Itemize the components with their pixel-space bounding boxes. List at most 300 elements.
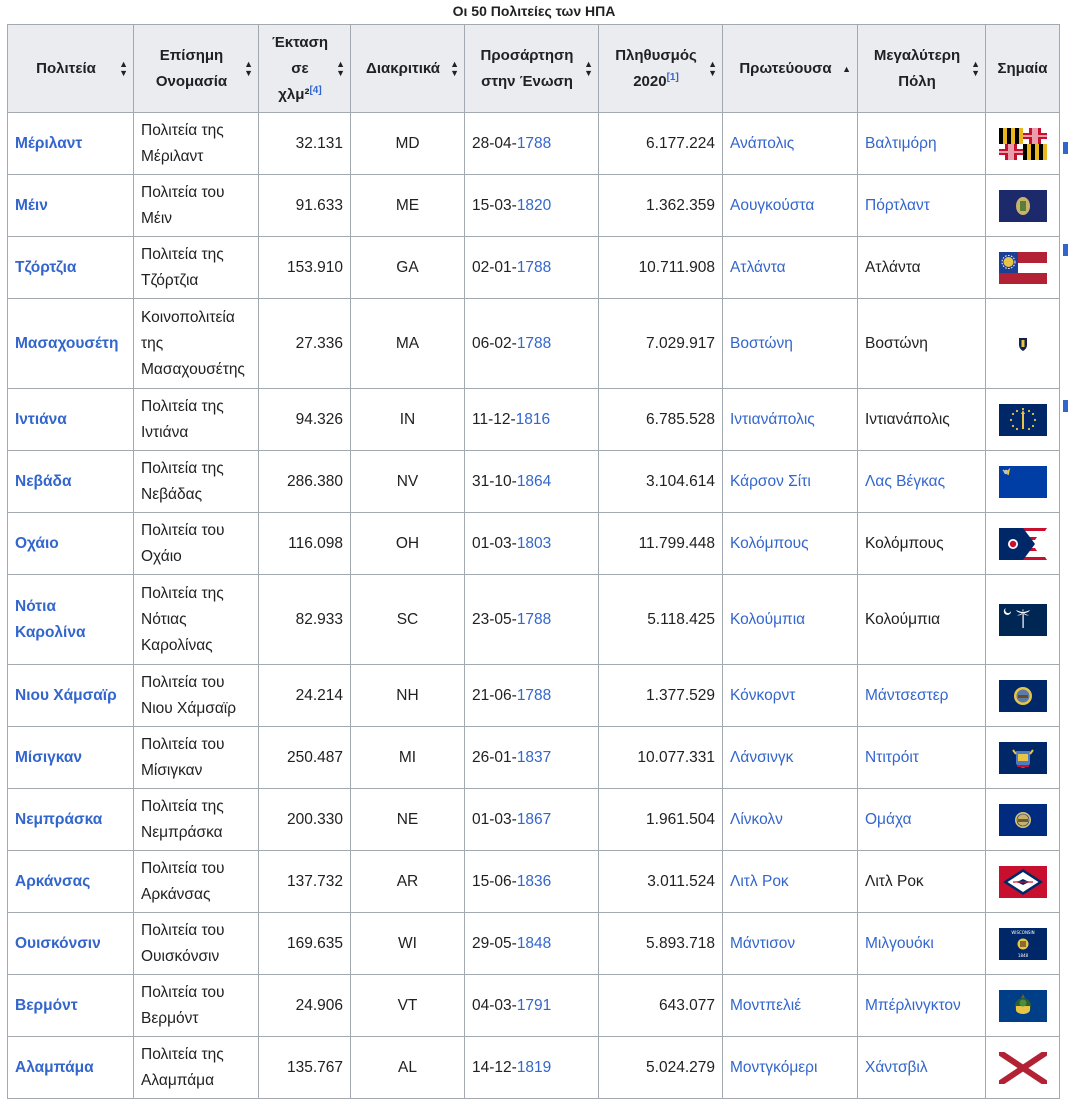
south-carolina-flag-icon[interactable] (999, 604, 1047, 636)
state-link[interactable] (15, 535, 59, 552)
population-cell: 10.077.331 (599, 727, 723, 789)
admission-date: 29-05- (472, 934, 517, 952)
state-cell (8, 851, 134, 913)
table-row (8, 113, 1060, 175)
capital-cell (723, 175, 858, 237)
sort-icon[interactable]: ▲ ▼ (708, 58, 717, 78)
maine-flag-icon[interactable] (999, 190, 1047, 222)
official-name-cell (134, 175, 259, 237)
flag-cell (986, 513, 1060, 575)
reference-link[interactable]: [1] (666, 71, 679, 83)
official-name-cell (134, 851, 259, 913)
area-cell: 24.214 (259, 665, 351, 727)
sort-icon[interactable]: ▲ ▼ (971, 58, 980, 78)
area-cell: 200.330 (259, 789, 351, 851)
flag-cell (986, 727, 1060, 789)
column-header-abbreviation[interactable] (351, 25, 465, 113)
table-row (8, 789, 1060, 851)
wisconsin-flag-icon[interactable] (999, 928, 1047, 960)
capital-link[interactable]: Ατλάντα (730, 258, 786, 276)
official-name-text: Ιντιάνα (141, 423, 189, 441)
capital-link[interactable]: Κάρσον Σίτι (730, 472, 811, 490)
table-row (8, 451, 1060, 513)
header-label: Διακριτικά (366, 59, 440, 77)
column-header-population[interactable] (599, 25, 723, 113)
nebraska-flag-icon[interactable] (999, 804, 1047, 836)
state-cell (8, 175, 134, 237)
flag-cell (986, 789, 1060, 851)
nevada-flag-icon[interactable] (999, 466, 1047, 498)
abbreviation-cell: NV (351, 451, 465, 513)
flag-cell (986, 389, 1060, 451)
admission-date: 01-03- (472, 810, 517, 828)
admission-date: 04-03- (472, 996, 517, 1014)
reference-link[interactable]: [4] (309, 84, 322, 96)
admission-year-link[interactable]: 1803 (516, 534, 552, 552)
official-name-text: Μέριλαντ (141, 147, 204, 165)
population-cell: 6.177.224 (599, 113, 723, 175)
flag-cell (986, 175, 1060, 237)
official-name-cell (134, 237, 259, 299)
official-name-text: Πολιτεία της (141, 797, 224, 815)
admission-cell (465, 851, 599, 913)
largest-city-cell (858, 851, 986, 913)
admission-date: 14-12- (472, 1058, 517, 1076)
official-name-text: Αλαμπάμα (141, 1071, 215, 1089)
state-cell (8, 513, 134, 575)
official-name-cell (134, 789, 259, 851)
largest-city-cell (858, 913, 986, 975)
admission-year-link[interactable]: 1837 (516, 748, 552, 766)
capital-cell (723, 727, 858, 789)
header-row (8, 25, 1060, 113)
flag-cell (986, 851, 1060, 913)
header-label: στην Ένωση (481, 72, 573, 90)
state-cell (8, 575, 134, 665)
flag-cell (986, 113, 1060, 175)
largest-city-cell (858, 975, 986, 1037)
abbreviation-cell: MD (351, 113, 465, 175)
state-name-text: Οχάιο (15, 534, 59, 552)
population-cell: 3.011.524 (599, 851, 723, 913)
header-label: Σημαία (997, 59, 1048, 77)
abbreviation-cell: AL (351, 1037, 465, 1099)
official-name-cell (134, 575, 259, 665)
state-cell (8, 237, 134, 299)
population-cell: 1.377.529 (599, 665, 723, 727)
state-link[interactable] (15, 473, 71, 490)
area-cell: 27.336 (259, 299, 351, 389)
state-name-text: Μίσιγκαν (15, 748, 83, 766)
official-name-text: Πολιτεία του (141, 521, 225, 539)
area-cell: 135.767 (259, 1037, 351, 1099)
header-label: σε (291, 59, 309, 77)
largest-city-cell (858, 389, 986, 451)
table-caption: Οι 50 Πολιτείες των ΗΠΑ (452, 3, 616, 19)
official-name-text: Πολιτεία της (141, 459, 224, 477)
michigan-flag-icon[interactable] (999, 742, 1047, 774)
official-name-text: Μίσιγκαν (141, 761, 203, 779)
area-cell: 169.635 (259, 913, 351, 975)
admission-date: 31-10- (472, 472, 517, 490)
area-cell: 153.910 (259, 237, 351, 299)
abbreviation-cell: OH (351, 513, 465, 575)
capital-link[interactable]: Μάντισον (730, 934, 796, 952)
largest-city-text: Λιτλ Ροκ (865, 872, 924, 890)
sort-ascending-icon[interactable]: ▲ (842, 63, 851, 74)
table-row (8, 975, 1060, 1037)
state-link[interactable] (15, 598, 86, 641)
column-header-area[interactable] (259, 25, 351, 113)
header-label: Πρωτεύουσα (739, 59, 832, 77)
capital-link[interactable]: Κόνκορντ (730, 686, 796, 704)
capital-cell (723, 789, 858, 851)
table-row (8, 913, 1060, 975)
capital-link[interactable]: Λάνσινγκ (730, 748, 794, 766)
largest-city-text: Βοστώνη (865, 334, 928, 352)
flag-cell (986, 1037, 1060, 1099)
area-cell: 91.633 (259, 175, 351, 237)
header-label: χλμ² (278, 85, 310, 103)
official-name-text: Πολιτεία του (141, 183, 225, 201)
abbreviation-cell: ME (351, 175, 465, 237)
admission-cell (465, 1037, 599, 1099)
column-header-largest-city[interactable] (858, 25, 986, 113)
column-header-state[interactable] (8, 25, 134, 113)
flag-text: WISCONSIN (1010, 929, 1035, 935)
admission-year-link[interactable]: 1816 (515, 410, 551, 428)
largest-city-link[interactable]: Ομάχα (865, 810, 912, 828)
table-body (8, 113, 1060, 1099)
state-link[interactable] (15, 197, 48, 214)
georgia-flag-icon[interactable] (999, 252, 1047, 284)
admission-cell (465, 113, 599, 175)
header-label: Πληθυσμός (615, 46, 697, 64)
admission-cell (465, 389, 599, 451)
state-link[interactable] (15, 687, 117, 704)
official-name-cell (134, 513, 259, 575)
admission-date: 26-01- (472, 748, 517, 766)
admission-cell (465, 513, 599, 575)
area-cell: 137.732 (259, 851, 351, 913)
vermont-flag-icon[interactable] (999, 990, 1047, 1022)
states-table (7, 24, 1060, 1099)
largest-city-text: Κολόμπους (865, 534, 944, 552)
admission-year-link[interactable]: 1819 (516, 1058, 552, 1076)
admission-date: 15-06- (472, 872, 517, 890)
abbreviation-cell: AR (351, 851, 465, 913)
population-cell: 5.893.718 (599, 913, 723, 975)
admission-year-link[interactable]: 1848 (516, 934, 552, 952)
abbreviation-cell: VT (351, 975, 465, 1037)
official-name-text: Πολιτεία του (141, 735, 225, 753)
abbreviation-cell: SC (351, 575, 465, 665)
table-row (8, 389, 1060, 451)
capital-link[interactable]: Κολόμπους (730, 534, 809, 552)
largest-city-cell (858, 299, 986, 389)
state-link[interactable] (15, 259, 76, 276)
admission-date: 23-05- (472, 610, 517, 628)
official-name-text: Νεβάδας (141, 485, 203, 503)
official-name-text: Μασαχουσέτης (141, 360, 245, 378)
official-name-text: Βερμόντ (141, 1009, 199, 1027)
admission-cell (465, 727, 599, 789)
official-name-text: Πολιτεία της (141, 584, 224, 602)
sort-icon[interactable]: ▲ ▼ (336, 58, 345, 78)
capital-cell (723, 975, 858, 1037)
admission-year-link[interactable]: 1788 (516, 686, 552, 704)
sort-icon[interactable]: ▲ ▼ (244, 58, 253, 78)
largest-city-cell (858, 789, 986, 851)
column-header-admission[interactable] (465, 25, 599, 113)
largest-city-link[interactable]: Μάντσεστερ (865, 686, 949, 704)
admission-cell (465, 575, 599, 665)
flag-text: 1848 (1017, 952, 1028, 958)
official-name-text: Πολιτεία του (141, 859, 225, 877)
admission-cell (465, 913, 599, 975)
header-label: Ονομασία (155, 72, 228, 90)
largest-city-link[interactable]: Πόρτλαντ (865, 196, 930, 214)
capital-cell (723, 451, 858, 513)
abbreviation-cell: MI (351, 727, 465, 789)
abbreviation-cell: MA (351, 299, 465, 389)
admission-year-link[interactable]: 1820 (516, 196, 552, 214)
table-row (8, 575, 1060, 665)
abbreviation-cell: GA (351, 237, 465, 299)
state-link[interactable] (15, 749, 82, 766)
sort-icon[interactable]: ▲ ▼ (584, 58, 593, 78)
admission-cell (465, 237, 599, 299)
admission-date: 15-03- (472, 196, 517, 214)
largest-city-cell (858, 175, 986, 237)
largest-city-link[interactable]: Μπέρλινγκτον (865, 996, 961, 1014)
clipped-side-content (1063, 22, 1068, 442)
sort-icon[interactable]: ▲ ▼ (450, 58, 459, 78)
sort-icon[interactable]: ▲ ▼ (119, 58, 128, 78)
header-label: Μεγαλύτερη (873, 46, 961, 64)
abbreviation-cell: IN (351, 389, 465, 451)
area-cell: 94.326 (259, 389, 351, 451)
capital-cell (723, 299, 858, 389)
state-link[interactable] (15, 935, 101, 952)
arkansas-flag-icon[interactable] (999, 866, 1047, 898)
admission-cell (465, 665, 599, 727)
area-cell: 82.933 (259, 575, 351, 665)
largest-city-cell (858, 727, 986, 789)
admission-year-link[interactable]: 1788 (516, 334, 552, 352)
capital-link[interactable]: Κολούμπια (730, 610, 806, 628)
header-label: Έκταση (271, 33, 329, 51)
official-name-text: Πολιτεία της (141, 245, 224, 263)
largest-city-link[interactable]: Χάντσβιλ (865, 1058, 928, 1076)
official-name-text: Αρκάνσας (141, 885, 211, 903)
flag-cell (986, 575, 1060, 665)
maryland-flag-icon[interactable] (999, 128, 1047, 160)
largest-city-cell (858, 575, 986, 665)
state-name-text: Νιου Χάμσαϊρ (15, 686, 117, 704)
population-cell: 5.118.425 (599, 575, 723, 665)
official-name-text: Νιου Χάμσαϊρ (141, 699, 237, 717)
column-header-official-name[interactable] (134, 25, 259, 113)
capital-link[interactable]: Λιτλ Ροκ (730, 872, 789, 890)
largest-city-link[interactable]: Ντιτρόιτ (865, 748, 919, 766)
official-name-cell (134, 299, 259, 389)
largest-city-link[interactable]: Μιλγουόκι (865, 934, 934, 952)
alabama-flag-icon[interactable] (999, 1052, 1047, 1084)
capital-link[interactable]: Λίνκολν (730, 810, 783, 828)
population-cell: 1.961.504 (599, 789, 723, 851)
table-row (8, 1037, 1060, 1099)
state-cell (8, 451, 134, 513)
header-label: Πόλη (898, 72, 936, 90)
largest-city-text: Κολούμπια (865, 610, 941, 628)
capital-cell (723, 237, 858, 299)
table-row (8, 665, 1060, 727)
official-name-text: Πολιτεία του (141, 921, 225, 939)
state-name-text: Νότια (15, 597, 56, 615)
official-name-text: Πολιτεία του (141, 673, 225, 691)
new-hampshire-flag-icon[interactable] (999, 680, 1047, 712)
table-row (8, 851, 1060, 913)
massachusetts-flag-icon[interactable] (999, 328, 1047, 360)
table-row (8, 237, 1060, 299)
state-link[interactable] (15, 1059, 94, 1076)
admission-date: 28-04- (472, 134, 517, 152)
population-cell: 3.104.614 (599, 451, 723, 513)
population-cell: 6.785.528 (599, 389, 723, 451)
capital-link[interactable]: Βοστώνη (730, 334, 793, 352)
flag-cell (986, 237, 1060, 299)
capital-cell (723, 575, 858, 665)
official-name-cell (134, 727, 259, 789)
largest-city-cell (858, 513, 986, 575)
ohio-flag-icon[interactable] (999, 528, 1047, 560)
state-name-text: Νεβάδα (15, 472, 72, 490)
table-row (8, 513, 1060, 575)
state-name-text: Μέριλαντ (15, 134, 83, 152)
capital-link[interactable]: Ανάπολις (730, 134, 795, 152)
official-name-cell (134, 451, 259, 513)
flag-cell (986, 913, 1060, 975)
official-name-text: Τζόρτζια (141, 271, 199, 289)
population-cell: 7.029.917 (599, 299, 723, 389)
admission-cell (465, 975, 599, 1037)
area-cell: 24.906 (259, 975, 351, 1037)
flag-cell (986, 665, 1060, 727)
largest-city-link[interactable]: Λας Βέγκας (865, 472, 946, 490)
state-name-text: Αρκάνσας (15, 872, 91, 890)
admission-year-link[interactable]: 1788 (516, 610, 552, 628)
admission-year-link[interactable]: 1836 (516, 872, 552, 890)
header-label: Πολιτεία (36, 59, 96, 77)
column-header-capital[interactable] (723, 25, 858, 113)
largest-city-cell (858, 237, 986, 299)
admission-year-link[interactable]: 1864 (516, 472, 552, 490)
capital-cell (723, 113, 858, 175)
largest-city-cell (858, 113, 986, 175)
admission-year-link[interactable]: 1867 (516, 810, 552, 828)
state-name-text: Αλαμπάμα (15, 1058, 94, 1076)
admission-year-link[interactable]: 1788 (516, 258, 552, 276)
area-cell: 286.380 (259, 451, 351, 513)
state-link[interactable] (15, 135, 82, 152)
column-header-flag (986, 25, 1060, 113)
header-label: Επίσημη (159, 46, 224, 64)
admission-date: 02-01- (472, 258, 517, 276)
admission-cell (465, 299, 599, 389)
largest-city-link[interactable]: Βαλτιμόρη (865, 134, 937, 152)
state-name-text: Ιντιάνα (15, 410, 67, 428)
official-name-text: Κοινοπολιτεία (141, 308, 235, 326)
admission-date: 11-12- (472, 410, 516, 428)
official-name-text: Νότιας (141, 610, 187, 628)
capital-cell (723, 913, 858, 975)
state-link[interactable] (15, 411, 67, 428)
capital-link[interactable]: Μοντγκόμερι (730, 1058, 818, 1076)
area-cell: 250.487 (259, 727, 351, 789)
admission-cell (465, 451, 599, 513)
header-label: Προσάρτηση (480, 46, 574, 64)
official-name-text: Πολιτεία της (141, 397, 224, 415)
area-cell: 32.131 (259, 113, 351, 175)
capital-cell (723, 665, 858, 727)
state-link[interactable] (15, 873, 90, 890)
capital-cell (723, 513, 858, 575)
flag-cell (986, 975, 1060, 1037)
state-cell (8, 113, 134, 175)
abbreviation-cell: NH (351, 665, 465, 727)
header-label: 2020 (633, 72, 667, 90)
official-name-text: Μέιν (141, 209, 173, 227)
state-link[interactable] (15, 335, 118, 352)
admission-date: 01-03- (472, 534, 517, 552)
official-name-text: Νεμπράσκα (141, 823, 223, 841)
largest-city-cell (858, 451, 986, 513)
largest-city-text: Ιντιανάπολις (865, 410, 950, 428)
population-cell: 10.711.908 (599, 237, 723, 299)
indiana-flag-icon[interactable] (999, 404, 1047, 436)
official-name-text: της (141, 334, 164, 352)
official-name-text: Πολιτεία της (141, 121, 224, 139)
table-row (8, 299, 1060, 389)
state-name-text: Ουισκόνσιν (15, 934, 101, 952)
capital-link[interactable]: Ιντιανάπολις (730, 410, 815, 428)
table-row (8, 727, 1060, 789)
official-name-cell (134, 913, 259, 975)
state-cell (8, 665, 134, 727)
state-cell (8, 727, 134, 789)
abbreviation-cell: NE (351, 789, 465, 851)
admission-cell (465, 789, 599, 851)
state-cell (8, 789, 134, 851)
flag-cell (986, 299, 1060, 389)
area-cell: 116.098 (259, 513, 351, 575)
official-name-text: Πολιτεία της (141, 1045, 224, 1063)
state-link[interactable] (15, 997, 78, 1014)
official-name-text: Καρολίνας (141, 636, 213, 654)
capital-link[interactable]: Αουγκούστα (730, 196, 815, 214)
largest-city-cell (858, 665, 986, 727)
state-link[interactable] (15, 811, 102, 828)
population-cell: 1.362.359 (599, 175, 723, 237)
admission-year-link[interactable]: 1788 (516, 134, 552, 152)
capital-link[interactable]: Μοντπελιέ (730, 996, 802, 1014)
admission-year-link[interactable]: 1791 (516, 996, 552, 1014)
state-name-text: Βερμόντ (15, 996, 78, 1014)
state-cell (8, 975, 134, 1037)
admission-date: 21-06- (472, 686, 517, 704)
official-name-cell (134, 389, 259, 451)
